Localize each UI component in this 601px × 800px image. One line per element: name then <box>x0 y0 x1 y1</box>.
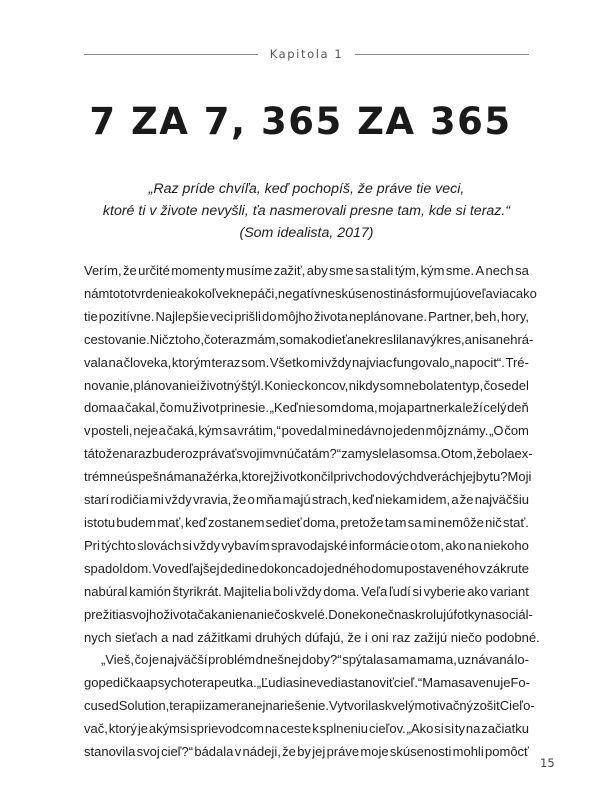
epigraph-source: (Som idealista, 2017) <box>239 225 374 241</box>
chapter-header <box>84 44 529 64</box>
epigraph-line: ktoré ti v živote nevyšli, ťa nasmerovali presne tam, kde si teraz.“ <box>102 203 511 219</box>
text-line: Verím, že určité momenty musíme zažiť, aby sme sa stali tým, kým sme. A nech sa <box>84 263 529 278</box>
text-line: gopedička a psychoterapeutka. „Ľudia si nevedia stanoviť cieľ.“ Mama sa venuje Fo- <box>84 675 530 691</box>
epigraph <box>84 178 529 244</box>
text-line: trémne úspešná manažérka, ktorej život končil pri vchodových dverách jej bytu? Moji <box>84 469 532 485</box>
text-line: tie pozitívne. Najlepšie veci prišli do môjho života neplánovane. Partner, beh, hory, <box>84 308 529 324</box>
text-line: nabúral kamión štyrikrát. Majitelia boli vždy doma. Veľa ľudí si vyberie ako variant <box>84 583 529 599</box>
text-line: doma a čakal, čo mu život prinesie. „Keď nie som doma, moja partnerka leží celý deň <box>84 400 529 416</box>
text-line: novanie, plánovanie i životný štýl. Koniec koncov, nikdy som nebola ten typ, čo sedel <box>84 377 529 393</box>
chapter-title: 7 ZA 7, 365 ZA 365 <box>89 100 512 143</box>
paragraph <box>84 260 540 649</box>
epigraph-line: „Raz príde chvíľa, keď pochopíš, že práve tie veci, <box>148 181 465 197</box>
chapter-label: Kapitola 1 <box>269 47 344 61</box>
text-line: cused Solution, terapii zameranej na riešenie. Vytvorila skvelý motivačný zošit Cieľo- <box>84 698 535 714</box>
text-line: prežitia svojho života čakanie na niečo skvelé. Donekonečna skrolujú fotky na sociál- <box>84 606 533 622</box>
text-line: nych sieťach a nad zážitkami druhých dúfajú, že i oni raz zažijú niečo podobné. <box>84 629 540 645</box>
header-rule-right <box>355 54 529 55</box>
text-line: istotu budem mať, keď zostanem sedieť doma, pretože tam sa mi nemôže nič stať. <box>84 514 529 530</box>
text-line: táto žena raz bude rozprávať svojim vnúčatám?“ zamyslela som sa. O tom, že bola ex- <box>84 446 533 462</box>
text-line: spadol dom. Vo vedľajšej dedine dokonca do jedného domu postaveného v zákrute <box>84 560 529 576</box>
text-line: Pri týchto slovách si vždy vybavím spravodajské informácie o tom, ako na niekoho <box>84 537 529 553</box>
text-line: v posteli, neje a čaká, kým sa vrátim,“ povedal mi nedávno jeden môj známy. „O čom <box>84 423 529 439</box>
header-rule-left <box>84 54 258 55</box>
paragraph <box>84 649 535 764</box>
text-line: stanovila svoj cieľ?“ bádala v nádeji, že by jej práve moje skúsenosti mohli pomôcť <box>84 744 529 760</box>
text-line: cestovanie. Nič z toho, čo teraz mám, som ako dieťa nekreslila na výkres, ani sa nehrá- <box>84 331 534 347</box>
text-line: vala na človeka, ktorým teraz som. Všetko mi vždy najviac fungovalo „na pocit“. Tré- <box>84 354 529 370</box>
text-line: vač, ktorý je akýmsi sprievodcom na ceste k splneniu cieľov. „Ako si si ty na začiatku <box>84 721 529 737</box>
page-number: 15 <box>540 756 555 770</box>
text-line: nám toto tvrdenie akokoľvek nepáči, negatívne skúsenosti nás formujú oveľa viac ako <box>84 285 537 301</box>
text-line: „Vieš, čo je najväčší problém dnešnej doby?“ spýtala sa ma mama, uznávaná lo- <box>101 652 529 668</box>
text-line: starí rodičia mi vždy vravia, že o mňa majú strach, keď niekam idem, a že najväčšiu <box>84 492 529 508</box>
body-text <box>84 260 540 764</box>
